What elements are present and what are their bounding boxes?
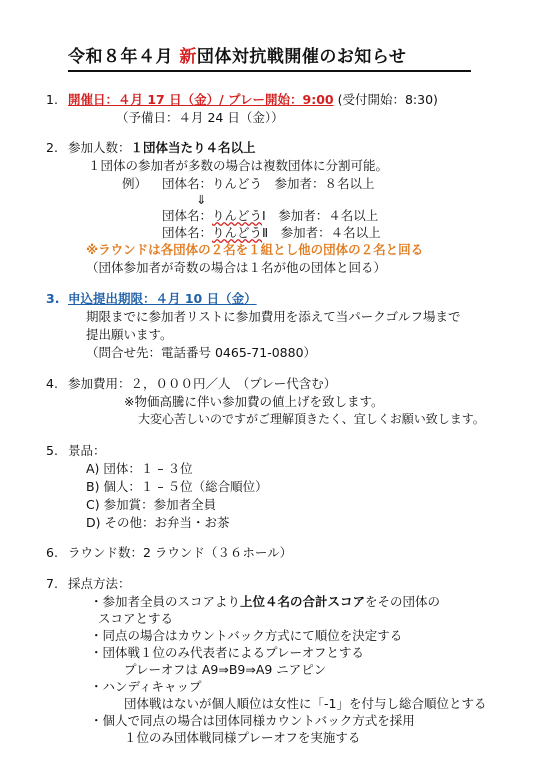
prize-item: B) 個人：１ – ５位（総合順位） [86,479,268,494]
s5-number: 5. [46,443,58,458]
s2-example-3 [162,225,381,241]
prize-item: C) 参加賞：参加者全員 [86,497,217,512]
s3-instruction-1: 期限までに参加者リストに参加費用を添えて当パークゴルフ場まで [86,309,461,324]
s3-deadline: 申込提出期限：４月 10 日（金） [68,291,257,306]
s2-ex3-suffix: Ⅱ 参加者：４名以上 [262,225,381,240]
s2-round-warning: ※ラウンドは各団体の２名を１組とし他の団体の２名と回る [86,242,424,257]
s2-ex3-prefix: 団体名： [162,225,213,240]
s1-event-date: 開催日：４月 17 日（金）/ プレー開始：9:00 [68,92,334,107]
s3-number: 3. [46,291,60,306]
prize-item: D) その他：お弁当・お茶 [86,515,230,530]
s2-example-2 [162,208,378,224]
s4-note-2: 大変心苦しいのですがご理解頂きたく、宜しくお願い致します。 [138,412,485,426]
s4-fee: 参加費用：２，０００円／人 （プレー代含む） [68,376,337,391]
rule-1-bold: 上位４名の合計スコア [240,594,366,609]
s6-rounds: ラウンド数：2 ラウンド（３６ホール） [68,545,293,560]
s2-ex2-name: りんどう [212,208,263,223]
rule-1-a: ・参加者全員のスコアより [90,594,241,609]
title-lead: 令和８年４月 [68,47,180,67]
s1-reception: (受付開始：8:30) [333,92,438,107]
scoring-rule-1 [90,594,440,610]
prize-item: A) 団体：１ – ３位 [86,461,193,476]
s4-number: 4. [46,376,58,391]
scoring-rule-5: ・個人で同点の場合は団体同様カウントバック方式を採用 [90,713,415,728]
title-highlight: 新 [179,47,197,67]
title-underline [68,70,471,72]
s2-example-label: 例） [122,176,148,191]
s1-backup-date: （予備日：４月 24 日（金）） [116,110,284,125]
s2-split-note: １団体の参加者が多数の場合は複数団体に分割可能。 [88,158,389,173]
s4-note-1: ※物価高騰に伴い参加費の値上げを致します。 [124,394,384,409]
page-title [68,46,406,68]
scoring-rule-3-cont: プレーオフは A9⇒B9⇒A9 ニアピン [124,662,327,677]
s2-value: １団体当たり４名以上 [130,140,256,155]
scoring-rule-2: ・同点の場合はカウントバック方式にて順位を決定する [90,628,403,643]
down-arrow-icon: ⇓ [196,192,207,207]
s2-ex2-suffix: Ⅰ 参加者：４名以上 [262,208,379,223]
s2-example-1: 団体名：りんどう 参加者：８名以上 [162,176,375,191]
s6-number: 6. [46,545,58,560]
s7-label: 採点方法： [68,576,131,591]
s2-label: 参加人数： [68,140,131,155]
scoring-rule-5-cont: １位のみ団体戦同様プレーオフを実施する [124,730,361,745]
s2-ex2-prefix: 団体名： [162,208,213,223]
s1-number: 1. [46,92,58,107]
s3-instruction-2: 提出願います。 [86,327,173,342]
scoring-rule-4-cont: 団体戦はないが個人順位は女性に「-1」を付与し総合順位とする [124,696,487,711]
s3-contact: （問合せ先：電話番号 0465-71-0880） [86,345,317,360]
s2-odd-note: （団体参加者が奇数の場合は１名が他の団体と回る） [86,260,387,275]
scoring-rule-4: ・ハンディキャップ [90,679,202,694]
s7-number: 7. [46,576,58,591]
s2-ex3-name: りんどう [212,225,263,240]
s5-label: 景品： [68,443,106,458]
scoring-rule-3: ・団体戦１位のみ代表者によるプレーオフとする [90,645,364,660]
title-rest: 団体対抗戦開催のお知らせ [196,47,407,67]
s2-participants [68,140,256,156]
s2-number: 2. [46,140,58,155]
scoring-rule-1-cont: スコアとする [98,611,174,626]
s1-date-line [68,92,438,108]
rule-1-c: をその団体の [365,594,441,609]
